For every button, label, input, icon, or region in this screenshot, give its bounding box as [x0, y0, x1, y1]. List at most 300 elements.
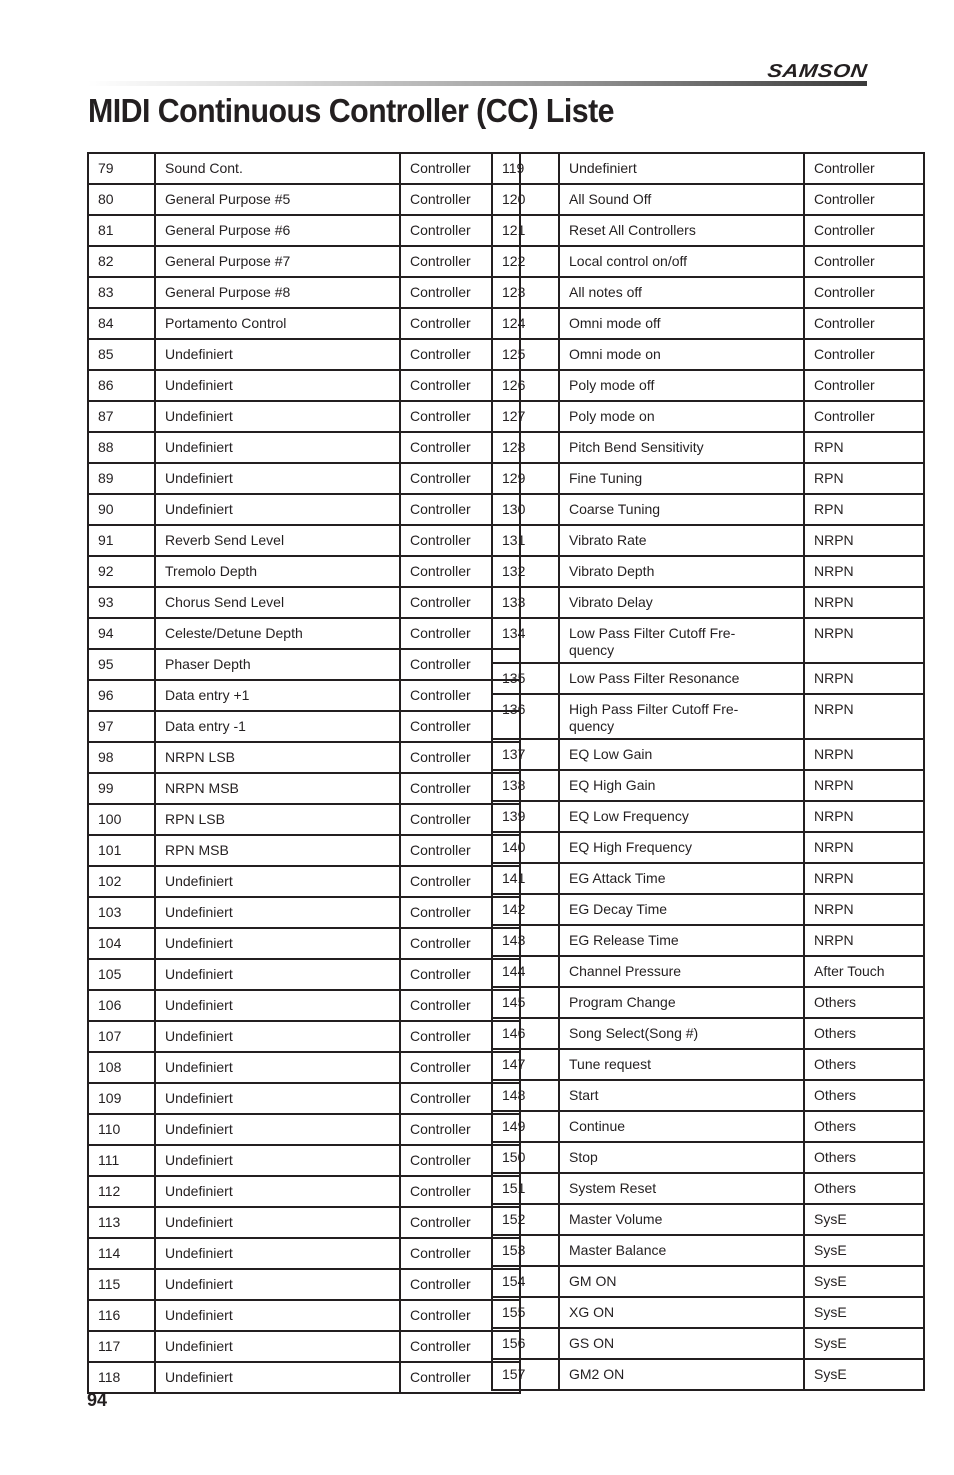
cc-number-cell: 153: [492, 1235, 559, 1266]
cc-type-cell: NRPN: [804, 587, 924, 618]
samson-logo: SAMSON: [766, 59, 870, 82]
cc-type-cell: Controller: [400, 618, 520, 649]
table-row: [88, 494, 520, 525]
cc-name-cell: General Purpose #6: [155, 215, 400, 246]
cc-type-cell: Controller: [400, 432, 520, 463]
cc-type-cell: Controller: [400, 494, 520, 525]
cc-type-cell: Controller: [400, 556, 520, 587]
cc-number-cell: 136: [492, 694, 559, 739]
table-row: [88, 990, 520, 1021]
cc-type-cell: Others: [804, 1173, 924, 1204]
cc-number-cell: 131: [492, 525, 559, 556]
cc-number-cell: 127: [492, 401, 559, 432]
table-row: [88, 1114, 520, 1145]
table-row: [492, 401, 924, 432]
table-row: [492, 370, 924, 401]
cc-type-cell: Controller: [400, 215, 520, 246]
cc-name-cell: Undefiniert: [155, 990, 400, 1021]
cc-number-cell: 133: [492, 587, 559, 618]
cc-name-cell: Poly mode on: [559, 401, 804, 432]
table-row: [492, 246, 924, 277]
cc-number-cell: 111: [88, 1145, 155, 1176]
table-row: [492, 1328, 924, 1359]
cc-name-cell: Low Pass Filter Cutoff Fre- quency: [559, 618, 804, 663]
cc-number-cell: 103: [88, 897, 155, 928]
cc-name-cell: Undefiniert: [155, 959, 400, 990]
cc-type-cell: NRPN: [804, 618, 924, 663]
table-row: [492, 832, 924, 863]
table-row: [492, 1142, 924, 1173]
cc-type-cell: SysE: [804, 1235, 924, 1266]
table-row: [88, 215, 520, 246]
table-row: [492, 1204, 924, 1235]
cc-name-cell: Undefiniert: [155, 1207, 400, 1238]
table-row: [88, 153, 520, 184]
table-row: [88, 1207, 520, 1238]
cc-name-cell: Start: [559, 1080, 804, 1111]
cc-name-cell: Phaser Depth: [155, 649, 400, 680]
table-row: [88, 1238, 520, 1269]
cc-type-cell: Controller: [400, 742, 520, 773]
table-row: [88, 184, 520, 215]
table-row: [88, 897, 520, 928]
cc-name-cell: Poly mode off: [559, 370, 804, 401]
cc-type-cell: Controller: [804, 153, 924, 184]
cc-name-cell: Continue: [559, 1111, 804, 1142]
cc-name-cell: RPN MSB: [155, 835, 400, 866]
table-row: [88, 959, 520, 990]
cc-number-cell: 149: [492, 1111, 559, 1142]
cc-type-cell: Controller: [400, 680, 520, 711]
cc-type-cell: Controller: [804, 277, 924, 308]
cc-number-cell: 122: [492, 246, 559, 277]
cc-type-cell: NRPN: [804, 663, 924, 694]
cc-name-cell: Celeste/Detune Depth: [155, 618, 400, 649]
table-row: [88, 649, 520, 680]
cc-type-cell: Controller: [400, 1052, 520, 1083]
table-row: [88, 1362, 520, 1393]
cc-type-cell: After Touch: [804, 956, 924, 987]
cc-name-cell: Undefiniert: [155, 1114, 400, 1145]
cc-type-cell: RPN: [804, 494, 924, 525]
table-row: [88, 339, 520, 370]
cc-name-cell: Undefiniert: [155, 1238, 400, 1269]
table-row: [88, 618, 520, 649]
cc-name-cell: Low Pass Filter Resonance: [559, 663, 804, 694]
table-row: [492, 1111, 924, 1142]
cc-type-cell: Controller: [804, 401, 924, 432]
cc-name-cell: Sound Cont.: [155, 153, 400, 184]
cc-number-cell: 120: [492, 184, 559, 215]
cc-name-cell: Undefiniert: [155, 1176, 400, 1207]
cc-number-cell: 126: [492, 370, 559, 401]
cc-number-cell: 140: [492, 832, 559, 863]
cc-name-cell: Omni mode off: [559, 308, 804, 339]
table-row: [492, 1266, 924, 1297]
cc-number-cell: 98: [88, 742, 155, 773]
table-row: [88, 1269, 520, 1300]
table-row: [492, 618, 924, 663]
cc-number-cell: 134: [492, 618, 559, 663]
cc-type-cell: Others: [804, 1142, 924, 1173]
cc-number-cell: 121: [492, 215, 559, 246]
table-row: [88, 1331, 520, 1362]
table-row: [88, 1052, 520, 1083]
cc-name-cell: GM2 ON: [559, 1359, 804, 1390]
cc-type-cell: SysE: [804, 1204, 924, 1235]
cc-name-cell: Undefiniert: [155, 866, 400, 897]
cc-name-cell: Master Volume: [559, 1204, 804, 1235]
cc-number-cell: 109: [88, 1083, 155, 1114]
cc-number-cell: 155: [492, 1297, 559, 1328]
cc-table-body: [492, 153, 924, 1390]
cc-type-cell: NRPN: [804, 925, 924, 956]
cc-name-cell: Undefiniert: [155, 432, 400, 463]
table-row: [88, 525, 520, 556]
cc-number-cell: 99: [88, 773, 155, 804]
cc-type-cell: Controller: [400, 804, 520, 835]
cc-number-cell: 100: [88, 804, 155, 835]
cc-type-cell: Controller: [400, 370, 520, 401]
cc-name-cell: Undefiniert: [155, 463, 400, 494]
cc-type-cell: NRPN: [804, 894, 924, 925]
cc-name-cell: NRPN MSB: [155, 773, 400, 804]
cc-type-cell: Controller: [804, 184, 924, 215]
cc-number-cell: 128: [492, 432, 559, 463]
cc-type-cell: Others: [804, 1049, 924, 1080]
table-row: [492, 1235, 924, 1266]
cc-number-cell: 92: [88, 556, 155, 587]
cc-name-cell: High Pass Filter Cutoff Fre- quency: [559, 694, 804, 739]
cc-type-cell: Controller: [804, 308, 924, 339]
cc-type-cell: Controller: [400, 153, 520, 184]
cc-name-cell: Stop: [559, 1142, 804, 1173]
table-row: [88, 401, 520, 432]
cc-number-cell: 116: [88, 1300, 155, 1331]
table-row: [492, 556, 924, 587]
table-row: [88, 928, 520, 959]
table-row: [88, 1083, 520, 1114]
cc-name-cell: Undefiniert: [155, 370, 400, 401]
cc-type-cell: Controller: [400, 1114, 520, 1145]
table-row: [492, 694, 924, 739]
cc-type-cell: Controller: [400, 959, 520, 990]
cc-type-cell: Controller: [400, 308, 520, 339]
cc-number-cell: 93: [88, 587, 155, 618]
cc-number-cell: 89: [88, 463, 155, 494]
cc-type-cell: Others: [804, 1111, 924, 1142]
table-row: [492, 432, 924, 463]
cc-number-cell: 118: [88, 1362, 155, 1393]
cc-name-cell: Undefiniert: [155, 1052, 400, 1083]
cc-name-cell: GS ON: [559, 1328, 804, 1359]
cc-type-cell: Controller: [400, 897, 520, 928]
cc-number-cell: 79: [88, 153, 155, 184]
cc-number-cell: 137: [492, 739, 559, 770]
cc-type-cell: SysE: [804, 1266, 924, 1297]
table-row: [492, 1359, 924, 1390]
cc-number-cell: 91: [88, 525, 155, 556]
cc-type-cell: Controller: [804, 370, 924, 401]
table-row: [492, 494, 924, 525]
cc-name-cell: Undefiniert: [155, 1145, 400, 1176]
cc-type-cell: NRPN: [804, 770, 924, 801]
table-row: [492, 277, 924, 308]
table-row: [88, 370, 520, 401]
cc-number-cell: 154: [492, 1266, 559, 1297]
cc-type-cell: NRPN: [804, 556, 924, 587]
cc-type-cell: Controller: [400, 1362, 520, 1393]
cc-number-cell: 141: [492, 863, 559, 894]
cc-number-cell: 150: [492, 1142, 559, 1173]
cc-type-cell: Controller: [400, 928, 520, 959]
cc-name-cell: Song Select(Song #): [559, 1018, 804, 1049]
cc-number-cell: 152: [492, 1204, 559, 1235]
cc-type-cell: Controller: [400, 1083, 520, 1114]
cc-name-cell: Undefiniert: [155, 897, 400, 928]
cc-name-cell: Local control on/off: [559, 246, 804, 277]
cc-name-cell: Omni mode on: [559, 339, 804, 370]
cc-name-cell: EQ Low Gain: [559, 739, 804, 770]
table-row: [88, 463, 520, 494]
cc-type-cell: Controller: [400, 866, 520, 897]
cc-number-cell: 148: [492, 1080, 559, 1111]
table-row: [492, 1049, 924, 1080]
cc-number-cell: 97: [88, 711, 155, 742]
cc-name-cell: Tune request: [559, 1049, 804, 1080]
cc-type-cell: NRPN: [804, 525, 924, 556]
cc-name-cell: Undefiniert: [155, 1362, 400, 1393]
table-row: [492, 770, 924, 801]
table-row: [88, 1300, 520, 1331]
page-number: 94: [87, 1390, 108, 1410]
cc-name-cell: EG Release Time: [559, 925, 804, 956]
cc-table-right: [491, 152, 925, 1391]
cc-type-cell: Controller: [400, 649, 520, 680]
cc-number-cell: 101: [88, 835, 155, 866]
cc-number-cell: 142: [492, 894, 559, 925]
cc-type-cell: Controller: [400, 1300, 520, 1331]
cc-number-cell: 81: [88, 215, 155, 246]
table-row: [88, 587, 520, 618]
table-row: [88, 711, 520, 742]
cc-name-cell: Data entry -1: [155, 711, 400, 742]
cc-name-cell: Undefiniert: [155, 928, 400, 959]
cc-number-cell: 151: [492, 1173, 559, 1204]
table-row: [88, 556, 520, 587]
cc-type-cell: Controller: [400, 1238, 520, 1269]
table-row: [492, 339, 924, 370]
cc-type-cell: Controller: [400, 463, 520, 494]
cc-type-cell: SysE: [804, 1297, 924, 1328]
cc-name-cell: EG Decay Time: [559, 894, 804, 925]
cc-number-cell: 129: [492, 463, 559, 494]
cc-number-cell: 146: [492, 1018, 559, 1049]
table-row: [492, 801, 924, 832]
cc-name-cell: Undefiniert: [155, 1300, 400, 1331]
cc-name-cell: Program Change: [559, 987, 804, 1018]
cc-type-cell: Controller: [400, 711, 520, 742]
cc-name-cell: All Sound Off: [559, 184, 804, 215]
table-row: [88, 432, 520, 463]
cc-type-cell: Controller: [400, 1331, 520, 1362]
table-row: [492, 525, 924, 556]
cc-name-cell: Undefiniert: [155, 1331, 400, 1362]
cc-name-cell: Portamento Control: [155, 308, 400, 339]
cc-name-cell: EQ High Gain: [559, 770, 804, 801]
cc-name-cell: EQ High Frequency: [559, 832, 804, 863]
cc-type-cell: NRPN: [804, 863, 924, 894]
cc-number-cell: 124: [492, 308, 559, 339]
table-row: [88, 773, 520, 804]
cc-name-cell: General Purpose #5: [155, 184, 400, 215]
cc-type-cell: Controller: [400, 1145, 520, 1176]
cc-name-cell: Master Balance: [559, 1235, 804, 1266]
cc-name-cell: EQ Low Frequency: [559, 801, 804, 832]
cc-type-cell: Controller: [400, 246, 520, 277]
cc-type-cell: Controller: [400, 1207, 520, 1238]
cc-name-cell: Vibrato Delay: [559, 587, 804, 618]
cc-name-cell: Fine Tuning: [559, 463, 804, 494]
table-row: [88, 835, 520, 866]
cc-number-cell: 113: [88, 1207, 155, 1238]
cc-type-cell: Controller: [804, 339, 924, 370]
cc-number-cell: 106: [88, 990, 155, 1021]
cc-number-cell: 143: [492, 925, 559, 956]
cc-name-cell: Reset All Controllers: [559, 215, 804, 246]
cc-table-left: [87, 152, 521, 1394]
cc-number-cell: 84: [88, 308, 155, 339]
cc-number-cell: 132: [492, 556, 559, 587]
cc-number-cell: 145: [492, 987, 559, 1018]
cc-number-cell: 90: [88, 494, 155, 525]
cc-number-cell: 138: [492, 770, 559, 801]
cc-number-cell: 95: [88, 649, 155, 680]
cc-number-cell: 82: [88, 246, 155, 277]
cc-number-cell: 80: [88, 184, 155, 215]
cc-number-cell: 125: [492, 339, 559, 370]
cc-type-cell: Others: [804, 987, 924, 1018]
table-row: [88, 1021, 520, 1052]
table-row: [492, 463, 924, 494]
cc-number-cell: 135: [492, 663, 559, 694]
cc-name-cell: Undefiniert: [155, 401, 400, 432]
cc-number-cell: 123: [492, 277, 559, 308]
cc-name-cell: Undefiniert: [155, 1269, 400, 1300]
cc-type-cell: Others: [804, 1018, 924, 1049]
cc-number-cell: 147: [492, 1049, 559, 1080]
cc-type-cell: SysE: [804, 1359, 924, 1390]
page-title: MIDI Continuous Controller (CC) Liste: [88, 92, 615, 129]
cc-name-cell: System Reset: [559, 1173, 804, 1204]
cc-name-cell: Undefiniert: [559, 153, 804, 184]
cc-number-cell: 86: [88, 370, 155, 401]
cc-type-cell: NRPN: [804, 801, 924, 832]
cc-name-cell: General Purpose #8: [155, 277, 400, 308]
cc-type-cell: Controller: [400, 773, 520, 804]
cc-number-cell: 139: [492, 801, 559, 832]
cc-number-cell: 108: [88, 1052, 155, 1083]
cc-name-cell: EG Attack Time: [559, 863, 804, 894]
cc-number-cell: 156: [492, 1328, 559, 1359]
table-row: [492, 1018, 924, 1049]
cc-name-cell: Channel Pressure: [559, 956, 804, 987]
cc-type-cell: Controller: [400, 277, 520, 308]
table-row: [88, 277, 520, 308]
table-row: [492, 215, 924, 246]
cc-type-cell: NRPN: [804, 739, 924, 770]
table-row: [492, 1297, 924, 1328]
table-row: [492, 956, 924, 987]
table-row: [88, 866, 520, 897]
cc-name-cell: Pitch Bend Sensitivity: [559, 432, 804, 463]
cc-number-cell: 83: [88, 277, 155, 308]
table-row: [492, 863, 924, 894]
cc-type-cell: Controller: [400, 587, 520, 618]
cc-name-cell: Undefiniert: [155, 494, 400, 525]
cc-type-cell: Controller: [400, 1021, 520, 1052]
cc-number-cell: 119: [492, 153, 559, 184]
table-row: [88, 1176, 520, 1207]
cc-type-cell: NRPN: [804, 694, 924, 739]
cc-number-cell: 115: [88, 1269, 155, 1300]
cc-name-cell: Undefiniert: [155, 1083, 400, 1114]
table-row: [492, 987, 924, 1018]
cc-number-cell: 96: [88, 680, 155, 711]
cc-number-cell: 87: [88, 401, 155, 432]
cc-name-cell: Undefiniert: [155, 339, 400, 370]
table-row: [492, 587, 924, 618]
cc-number-cell: 85: [88, 339, 155, 370]
cc-number-cell: 117: [88, 1331, 155, 1362]
cc-name-cell: Undefiniert: [155, 1021, 400, 1052]
cc-number-cell: 107: [88, 1021, 155, 1052]
cc-table-body: [88, 153, 520, 1393]
cc-type-cell: NRPN: [804, 832, 924, 863]
cc-name-cell: Reverb Send Level: [155, 525, 400, 556]
cc-type-cell: Controller: [400, 990, 520, 1021]
cc-name-cell: Vibrato Rate: [559, 525, 804, 556]
cc-name-cell: Chorus Send Level: [155, 587, 400, 618]
cc-type-cell: Controller: [804, 246, 924, 277]
cc-number-cell: 112: [88, 1176, 155, 1207]
cc-number-cell: 144: [492, 956, 559, 987]
table-row: [492, 739, 924, 770]
cc-name-cell: Vibrato Depth: [559, 556, 804, 587]
cc-name-cell: GM ON: [559, 1266, 804, 1297]
table-row: [492, 894, 924, 925]
cc-number-cell: 130: [492, 494, 559, 525]
cc-type-cell: Controller: [400, 525, 520, 556]
cc-number-cell: 104: [88, 928, 155, 959]
cc-number-cell: 105: [88, 959, 155, 990]
cc-number-cell: 110: [88, 1114, 155, 1145]
table-row: [88, 1145, 520, 1176]
cc-type-cell: Others: [804, 1080, 924, 1111]
cc-type-cell: Controller: [400, 835, 520, 866]
cc-type-cell: Controller: [400, 401, 520, 432]
cc-number-cell: 102: [88, 866, 155, 897]
table-row: [492, 308, 924, 339]
cc-name-cell: XG ON: [559, 1297, 804, 1328]
cc-type-cell: RPN: [804, 432, 924, 463]
cc-type-cell: SysE: [804, 1328, 924, 1359]
cc-name-cell: RPN LSB: [155, 804, 400, 835]
table-row: [492, 184, 924, 215]
table-row: [492, 1173, 924, 1204]
cc-type-cell: Controller: [400, 184, 520, 215]
cc-type-cell: Controller: [400, 339, 520, 370]
